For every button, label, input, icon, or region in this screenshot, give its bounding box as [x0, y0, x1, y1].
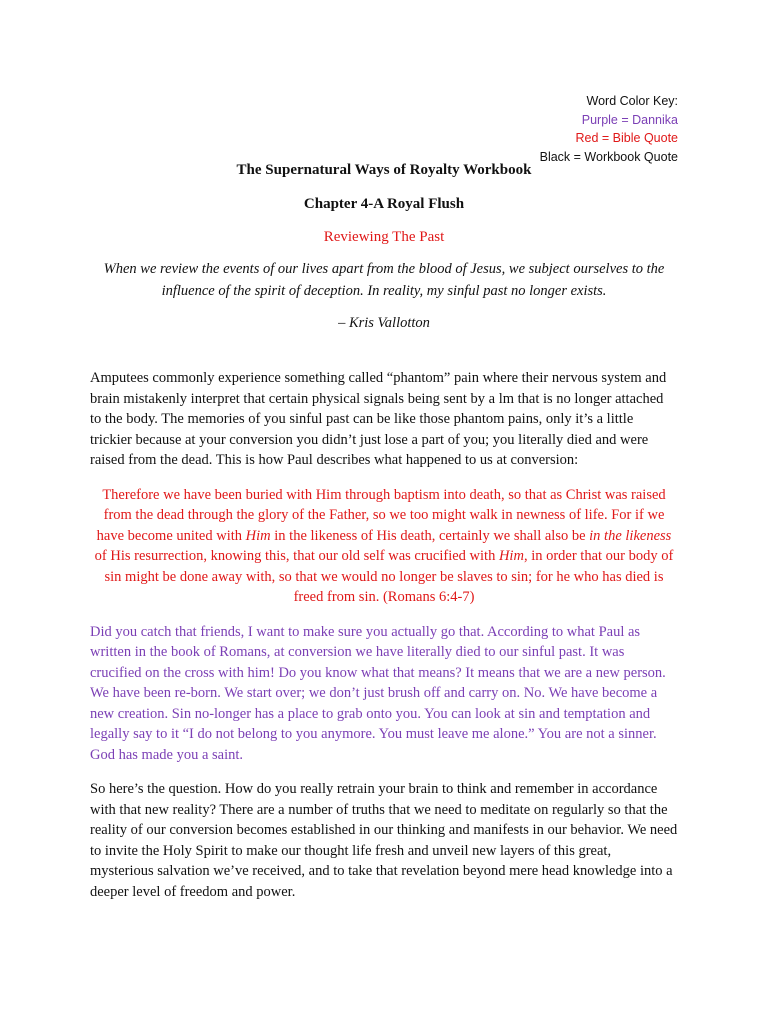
bible-text-1: Therefore we have been buried with Him through baptism into death, so that as Christ was raised from the dead through the glory of the Father, so we too might walk in newness of life. For if we have become united with	[96, 486, 666, 544]
color-key-red: Red = Bible Quote	[575, 131, 678, 145]
bible-text-4: , in order that our body of sin might be done away with, so that we would no longer be slaves to sin; for he who has died is freed from sin. (Romans 6:4-7)	[104, 548, 674, 605]
workbook-title: The Supernatural Ways of Royalty Workbook	[236, 162, 532, 178]
word-color-key	[540, 92, 678, 166]
paragraph-dannika: Did you catch that friends, I want to make sure you actually go that. According to what Paul as written in the book of Romans, at conversion we have literally died to our sinful past. It was crucified on the cross with him! Do you know what that means? It means that we are a new person. We have been re-born. We start over; we don’t just brush off and carry on. No. We have become a new creation. Sin no-longer has a place to grab onto you. You can look at sin and temptation and legally say to it “I do not belong to you anymore. You must leave me alone.” You are not a sinner. God has made you a saint.	[90, 623, 666, 763]
paragraph-phantom-pain: Amputees commonly experience something called “phantom” pain where their nervous system and brain mistakenly interpret that certain physical signals being sent by a lm that is no longer attached to the body. The memories of you sinful past can be like those phantom pains, only it’s a little trickier because at your conversion you didn’t just lose a part of you; you literally died and were raised from the dead. This is how Paul describes what happened to us at conversion:	[90, 370, 667, 468]
color-key-title: Word Color Key:	[586, 94, 678, 108]
bible-quote-romans	[90, 485, 678, 608]
color-key-purple: Purple = Dannika	[581, 112, 678, 127]
epigraph-quote: When we review the events of our lives apart from the blood of Jesus, we subject ourselves to the influence of the spirit of deception. In reality, my sinful past no longer exists.	[103, 261, 665, 299]
bible-emphasis-1: Him	[245, 527, 271, 544]
bible-emphasis-3: Him	[498, 548, 524, 564]
bible-text-2: in the likeness of His death, certainly we shall also be	[270, 527, 590, 544]
bible-text-3: of His resurrection, knowing this, that our old self was crucified with	[94, 548, 499, 564]
color-key-black: Black = Workbook Quote	[539, 149, 678, 164]
epigraph-author: – Kris Vallotton	[338, 315, 430, 331]
document-body	[90, 160, 678, 902]
chapter-title: Chapter 4-A Royal Flush	[303, 196, 465, 212]
bible-emphasis-2: in the likeness	[589, 527, 672, 544]
section-subtitle: Reviewing The Past	[323, 229, 445, 245]
paragraph-question: So here’s the question. How do you really retrain your brain to think and remember in accordance with that new reality? There are a number of truths that we need to meditate on regularly so that the reality of our conversion becomes established in our thinking and manifests in our behavior. We need to invite the Holy Spirit to make our thought life fresh and unveil new layers of this great, mysterious salvation we’ve received, and to take that revelation beyond mere head knowledge into a deeper level of freedom and power.	[90, 781, 678, 900]
